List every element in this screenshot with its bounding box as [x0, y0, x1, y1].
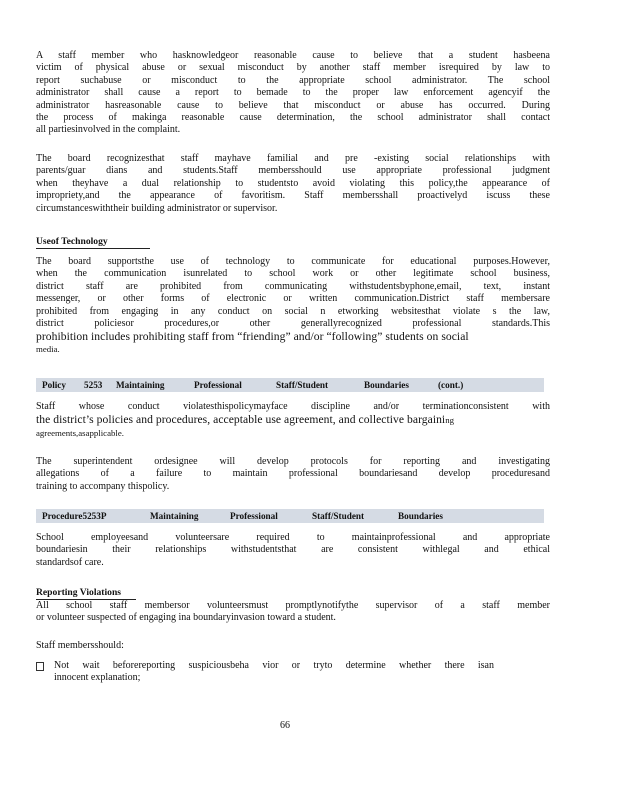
paragraph-technology [36, 256, 550, 356]
page-number: 66 [280, 720, 290, 731]
band-cell: Maintaining [116, 380, 165, 390]
text-line: report suchabuse or misconduct to the appropriate school administrator. The school [36, 74, 550, 86]
text-line: circumstanceswiththeir building administrator or supervisor. [36, 202, 278, 214]
text-line: allegations of a failure to maintain professional boundariesand develop proceduresand [36, 468, 550, 480]
text-line: administrator hasreasonable cause to believe that misconduct or abuse has occurred. During [36, 99, 550, 111]
text-line: Staff whose conduct violatesthispolicymayface discipline and/or terminationconsistent with [36, 401, 550, 412]
text-line: prohibition includes prohibiting staff from “friending” and/or “following” students on social [36, 330, 469, 344]
band-cell: Maintaining [150, 511, 199, 521]
text-line: School employeesand volunteersare required to maintainprofessional and appropriate [36, 532, 550, 543]
text-line: district policiesor procedures,or other generallyrecognized professional standards.This [36, 318, 550, 330]
band-cell: Staff/Student [276, 380, 329, 390]
bullet-box-icon [36, 662, 44, 671]
paragraph-superintendent [36, 456, 550, 493]
procedure-header-band [36, 509, 544, 523]
paragraph-should [36, 640, 550, 652]
heading-reporting-violations: Reporting Violations [36, 587, 136, 600]
text-line: innocent explanation; [54, 672, 141, 684]
text-line: or volunteer suspected of engaging ina boundaryinvasion toward a student. [36, 612, 336, 624]
text-line: agreements,asapplicable. [36, 428, 124, 439]
text-line: boundariesin their relationships withstudentsthat are consistent withlegal and ethical [36, 544, 550, 556]
band-cell: (cont.) [438, 380, 464, 390]
text-line: when the communication isunrelated to school work or other legitimate school business, [36, 268, 550, 280]
paragraph-discipline [36, 401, 550, 440]
text-segment: the district’s policies and procedures, acceptable use agreement, and collective bargaini [36, 413, 446, 427]
band-cell: 5253 [84, 380, 103, 390]
text-line: A staff member who hasknowledgeor reasonable cause to believe that a student hasbeena [36, 50, 550, 61]
text-line: district staff are prohibited from communicating withstudentsbyphone,email, text, instant [36, 280, 550, 292]
band-cell: Professional [230, 511, 278, 521]
paragraph-report-abuse [36, 50, 550, 137]
policy-header-band [36, 378, 544, 392]
text-line: the process of makinga reasonable cause determination, the school administrator shall contact [36, 112, 550, 124]
paragraph-reporting [36, 600, 550, 625]
text-line: standardsof care. [36, 556, 104, 568]
paragraph-familial [36, 153, 550, 215]
paragraph-employees [36, 532, 550, 569]
band-cell: Professional [194, 380, 242, 390]
band-cell: Policy [42, 380, 66, 390]
text-line: media. [36, 344, 60, 355]
heading-use-of-technology: Useof Technology [36, 236, 150, 249]
text-line: training to accompany thispolicy. [36, 480, 170, 492]
bullet-item [54, 660, 494, 685]
text-line: prohibited from engaging in any conduct on social n etworking websitesthat violate s the law, [36, 305, 550, 317]
band-cell: Staff/Student [312, 511, 365, 521]
text-line: parents/guar dians and students.Staff membersshould use appropriate professional judgment [36, 165, 550, 177]
band-cell: Boundaries [398, 511, 443, 521]
text-line [36, 413, 550, 427]
text-line: administrator shall cause a report to bemade to the proper law enforcement agencyif the [36, 87, 550, 99]
text-segment: ng [445, 415, 455, 426]
band-cell: Boundaries [364, 380, 409, 390]
text-line: messenger, or other forms of electronic or written communication.District staff membersare [36, 293, 550, 305]
text-line: impropriety,and the appearance of favoritism. Staff membersshall proactivelyd iscuss these [36, 190, 550, 202]
text-line: The superintendent ordesignee will develop protocols for reporting and investigating [36, 456, 550, 467]
text-line: when theyhave a dual relationship to studentsto avoid violating this policy,the appearance of [36, 177, 550, 189]
text-line: The board recognizesthat staff mayhave familial and pre -existing social relationships with [36, 153, 550, 164]
text-line: victim of physical abuse or sexual misconduct by another staff member isrequired by law to [36, 62, 550, 74]
text-line: all partiesinvolved in the complaint. [36, 124, 181, 136]
text-line: All school staff membersor volunteersmust promptlynotifythe supervisor of a staff member [36, 600, 550, 611]
text-line: The board supportsthe use of technology to communicate for educational purposes.However, [36, 256, 550, 267]
band-cell: Procedure5253P [42, 511, 107, 521]
text-line: Not wait beforereporting suspiciousbeha vior or tryto determine whether there isan [54, 660, 494, 671]
text-line: Staff membersshould: [36, 640, 124, 651]
